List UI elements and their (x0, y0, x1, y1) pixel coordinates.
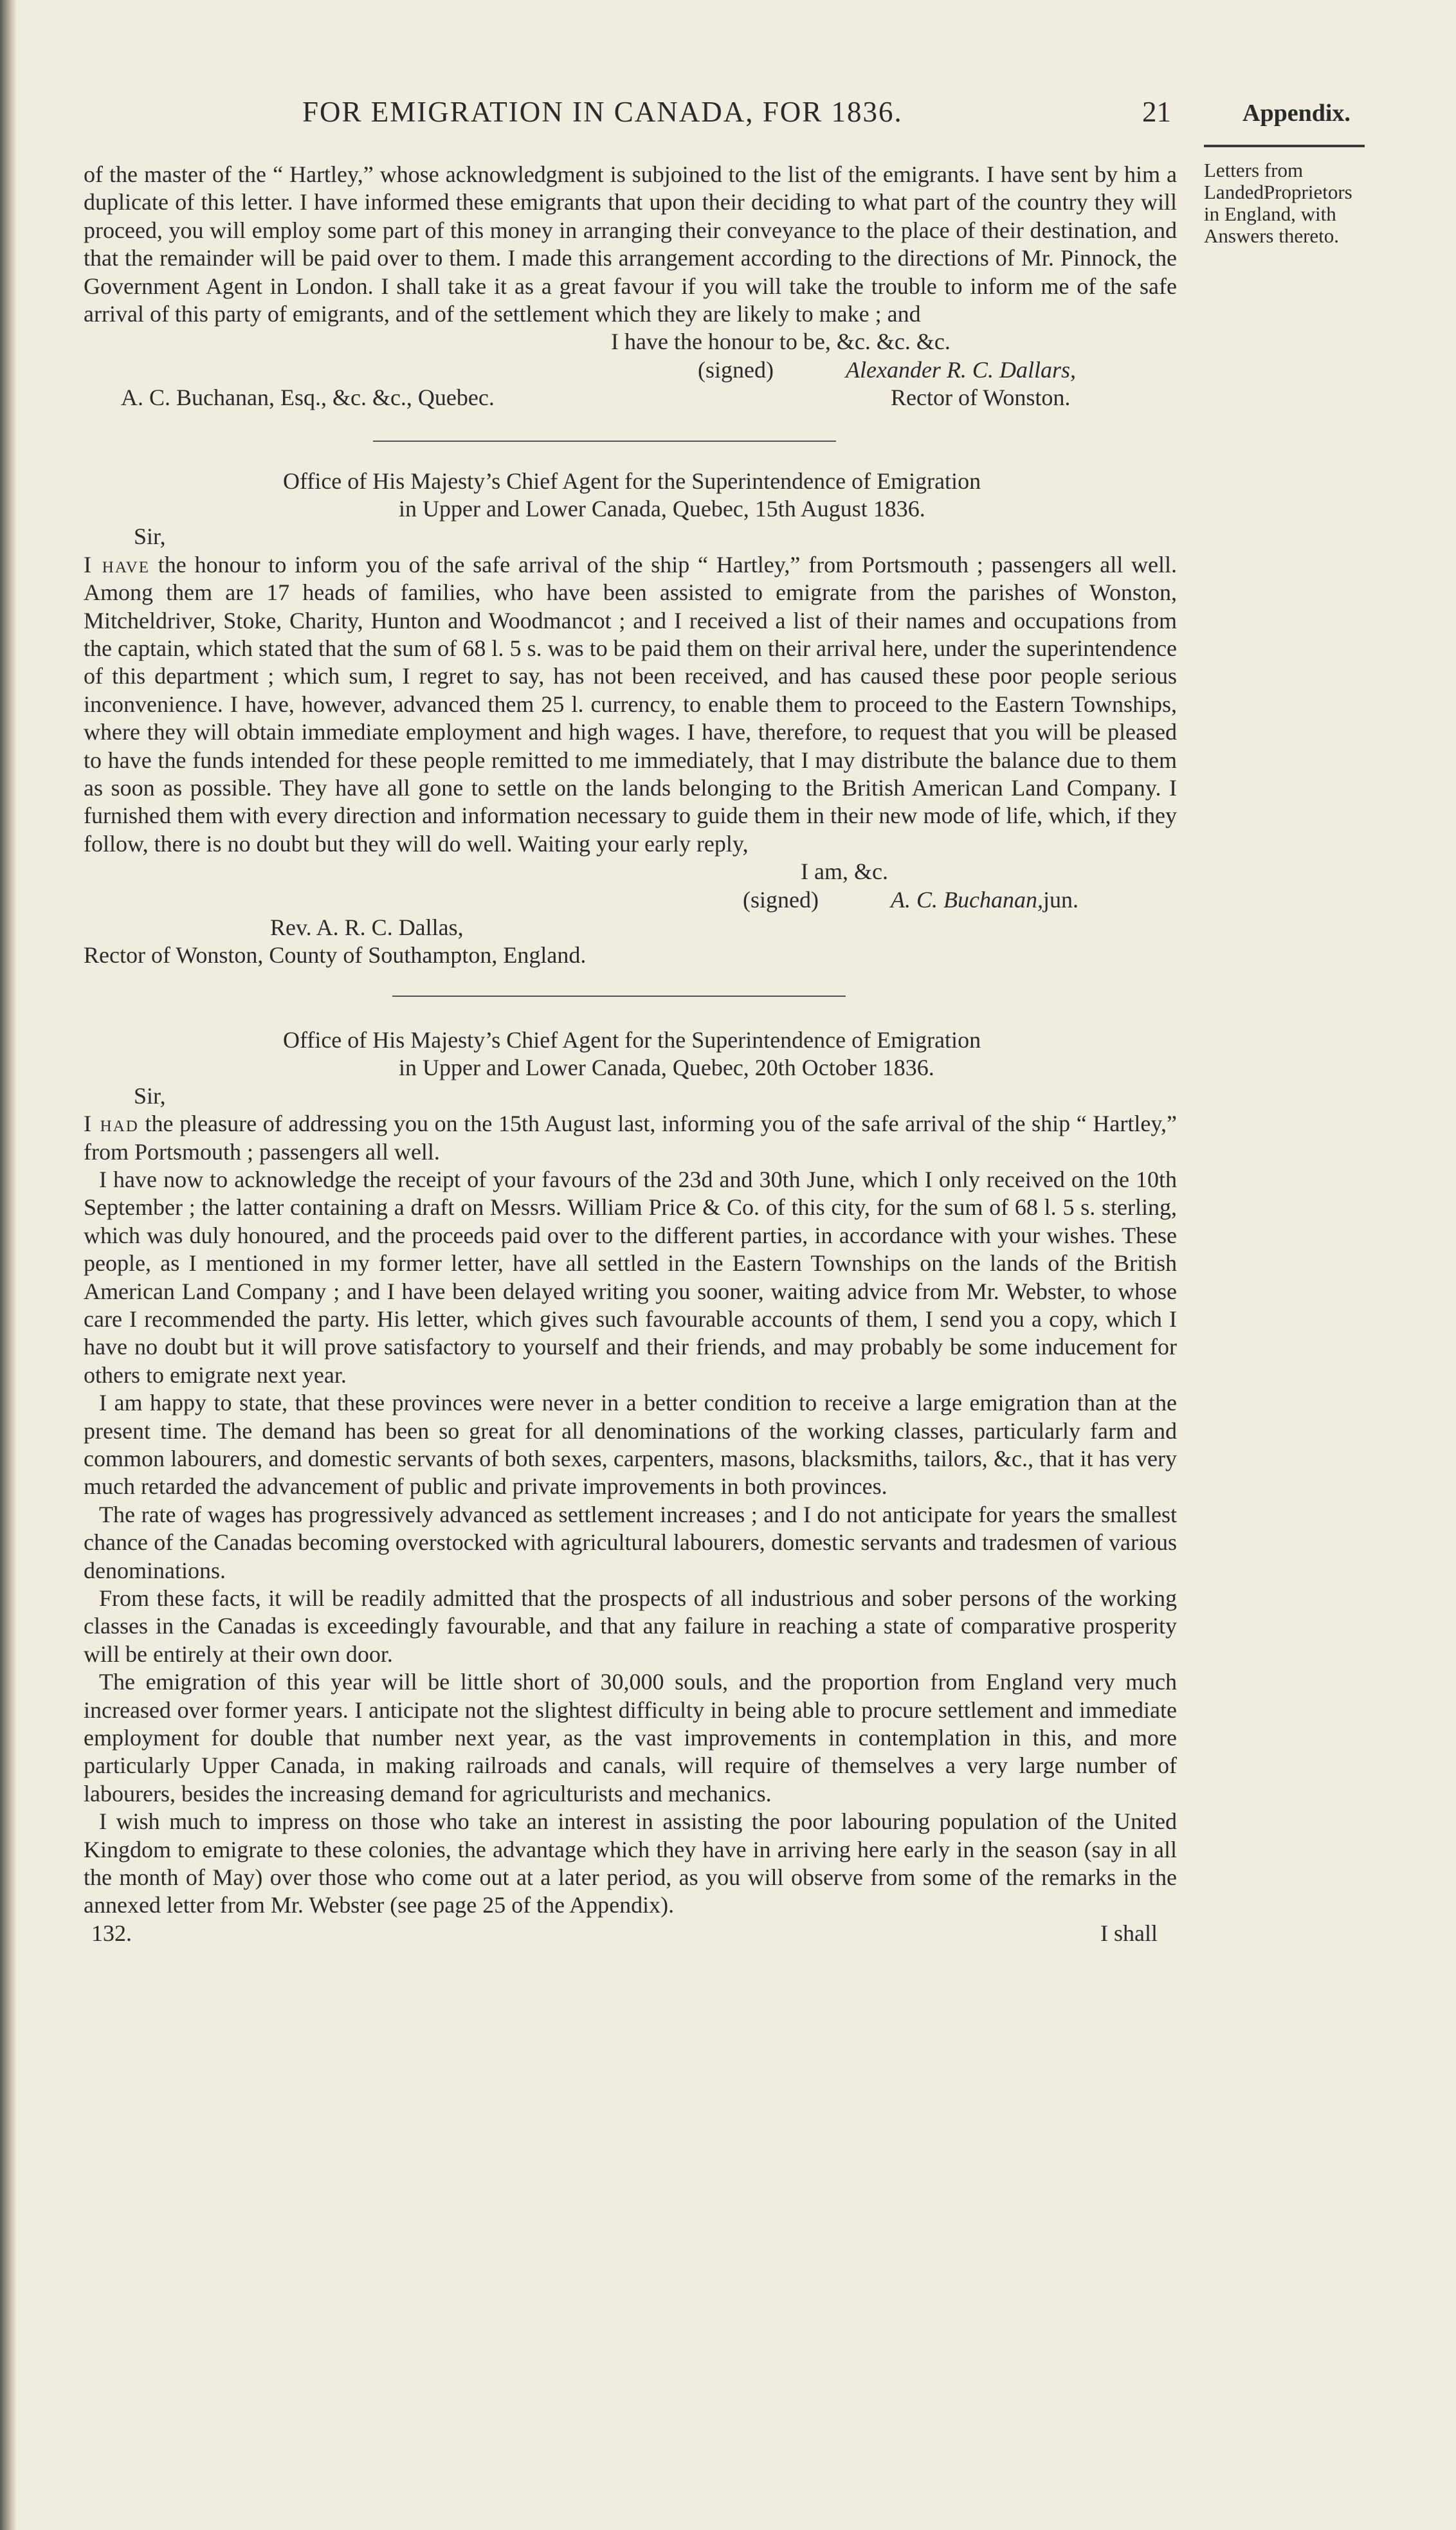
page-number: 21 (1142, 96, 1171, 128)
margin-note-line: in England, with (1204, 203, 1336, 225)
letter1-closing: I have the honour to be, &c. &c. &c. (611, 329, 951, 355)
margin-note-line: Letters from (1204, 159, 1304, 181)
margin-note-line: Answers thereto. (1204, 224, 1340, 247)
letter3-paragraph (84, 1110, 1177, 1166)
letter2-lead-word: I have (84, 551, 150, 578)
letter1-body: of the master of the “ Hartley,” whose acknowledgment is subjoined to the list of the emigrants. I have sent by him a duplicate of this letter. I have informed these emigrants that upon their deciding to what part of the country they will proceed, you will employ some part of this money in arranging their conveyance to the place of their destination, and that the remainder will be paid over to them. I made this arrangement according to the directions of Mr. Pinnock, the Government Agent in London. I shall take it as a great favour if you will take the trouble to inform me of the safe arrival of this party of emigrants, and of the settlement which they are likely to make ; and (84, 161, 1177, 327)
letter3-paragraph: The emigration of this year will be little short of 30,000 souls, and the proportion from England very much increased over former years. I anticipate not the slightest difficulty in being able to procure settlement and immediate employment for double that number next year, as the vast improvements in contemplation in this, and more particularly Upper Canada, in making railroads and canals, will require of themselves a very large number of labourers, besides the increasing demand for agriculturists and mechanics. (84, 1669, 1177, 1806)
letter1-addressee: A. C. Buchanan, Esq., &c. &c., Quebec. (121, 385, 495, 411)
page-header (0, 95, 1456, 134)
letter2-signature: A. C. Buchanan, (891, 886, 1043, 913)
letter3-office-line2: in Upper and Lower Canada, Quebec, 20th October 1836. (399, 1055, 934, 1081)
letter2-signature-row (84, 886, 1177, 914)
letter1-closing-row (84, 328, 1177, 356)
letter2-salutation: Sir, (134, 523, 166, 550)
letter2-addressee-line2: Rector of Wonston, County of Southampton, England. (84, 942, 587, 969)
sheet-number: 132. (91, 1920, 132, 1946)
letter1-address-row (84, 384, 1177, 412)
appendix-label: Appendix. (1242, 100, 1351, 127)
letter3-paragraph: I have now to acknowledge the receipt of your favours of the 23d and 30th June, which I only received on the 10th September ; the latter containing a draft on Messrs. William Price & Co. of this city, for the sum of 68 l. 5 s. sterling, which was duly honoured, and the proceeds paid over to the different parties, in accordance with your wishes. These people, as I mentioned in my former letter, have all settled in the Eastern Townships on the lands of the British American Land Company ; and I have been delayed writing you sooner, waiting advice from Mr. Webster, to whose care I recommended the party. His letter, which gives such favourable accounts of them, I send you a copy, which I have no doubt but it will prove satisfactory to yourself and their friends, and may probably be some inducement for others to emigrate next year. (84, 1166, 1177, 1388)
main-text (84, 161, 1177, 1947)
running-title: FOR EMIGRATION IN CANADA, FOR 1836. (302, 96, 903, 128)
letter1-signature-row (84, 356, 1177, 384)
letter3-paragraph-text: the pleasure of addressing you on the 15th August last, informing you of the safe arrival of the ship “ Hartley,” from Portsmouth ; passengers all well. (84, 1111, 1178, 1165)
letter2-office-line2: in Upper and Lower Canada, Quebec, 15th August 1836. (399, 496, 925, 522)
letter2-body (84, 551, 1177, 858)
letter2-closing: I am, &c. (801, 859, 888, 885)
letter1-signed: (signed) (698, 356, 774, 383)
letter3-office-line1: Office of His Majesty’s Chief Agent for the Superintendence of Emigration (283, 1026, 981, 1053)
letter2-office-line1: Office of His Majesty’s Chief Agent for the Superintendence of Emigration (283, 468, 981, 494)
letter3-lead-word: I had (84, 1111, 139, 1137)
letter2-addressee-line1: Rev. A. R. C. Dallas, (270, 915, 464, 941)
letter2-body-text: the honour to inform you of the safe arrival of the ship “ Hartley,” from Portsmouth ; passengers all well. Among them are 17 heads of families, who have been assisted to emigrate from the parishes of Wonston, Mitcheldriver, Stoke, Charity, Hunton and Woodmancot ; and I received a list of their names and occupations from the captain, which stated that the sum of 68 l. 5 s. was to be paid them on their arrival here, under the superintendence of this department ; which sum, I regret to say, has not been received, and has caused these poor people serious inconvenience. I have, however, advanced them 25 l. currency, to enable them to proceed to the Eastern Townships, where they will obtain immediate employment and high wages. I have, therefore, to request that you will be pleased to have the funds intended for these people remitted to me immediately, that I may distribute the balance due to them as soon as possible. They have all gone to settle on the lands belonging to the British American Land Company. I furnished them with every direction and information necessary to guide them in their new mode of life, which, if they follow, there is no doubt but they will do well. Waiting your early reply, (84, 551, 1178, 857)
letter2-closing-row (84, 858, 1177, 886)
letter2-signed: (signed) (743, 886, 819, 913)
letter3-salutation: Sir, (134, 1082, 166, 1109)
letter1-title: Rector of Wonston. (891, 385, 1071, 411)
letter3-paragraph: The rate of wages has progressively advanced as settlement increases ; and I do not anticipate for years the smallest chance of the Canadas becoming overstocked with agricultural labourers, domestic servants and tradesmen of various denominations. (84, 1501, 1177, 1583)
page-footer (84, 1920, 1177, 1947)
letter1-signature: Alexander R. C. Dallars, (846, 356, 1076, 383)
letter2-signature-suffix: jun. (1042, 886, 1078, 913)
catchword: I shall (1100, 1920, 1158, 1946)
page-edge-shadow (0, 0, 17, 2530)
margin-note (1204, 159, 1410, 247)
margin-note-line: LandedProprietors (1204, 181, 1352, 203)
letter3-paragraph: I am happy to state, that these provinces were never in a better condition to receive a large emigration than at the present time. The demand has been so great for all denominations of the working classes, particularly farm and common labourers, and domestic servants of both sexes, carpenters, masons, blacksmiths, tailors, &c., that it has very much retarded the advancement of public and private improvements in both provinces. (84, 1390, 1177, 1500)
letter3-paragraph: I wish much to impress on those who take an interest in assisting the poor labouring population of the United Kingdom to emigrate to these colonies, the advantage which they have in arriving here early in the season (say in all the month of May) over those who come out at a later period, as you will observe from some of the remarks in the annexed letter from Mr. Webster (see page 25 of the Appendix). (84, 1808, 1177, 1918)
letter3-paragraph: From these facts, it will be readily admitted that the prospects of all industrious and sober persons of the working classes in the Canadas is exceedingly favourable, and that any failure in reaching a state of comparative prosperity will be entirely at their own door. (84, 1585, 1177, 1667)
appendix-rule (1204, 145, 1365, 147)
